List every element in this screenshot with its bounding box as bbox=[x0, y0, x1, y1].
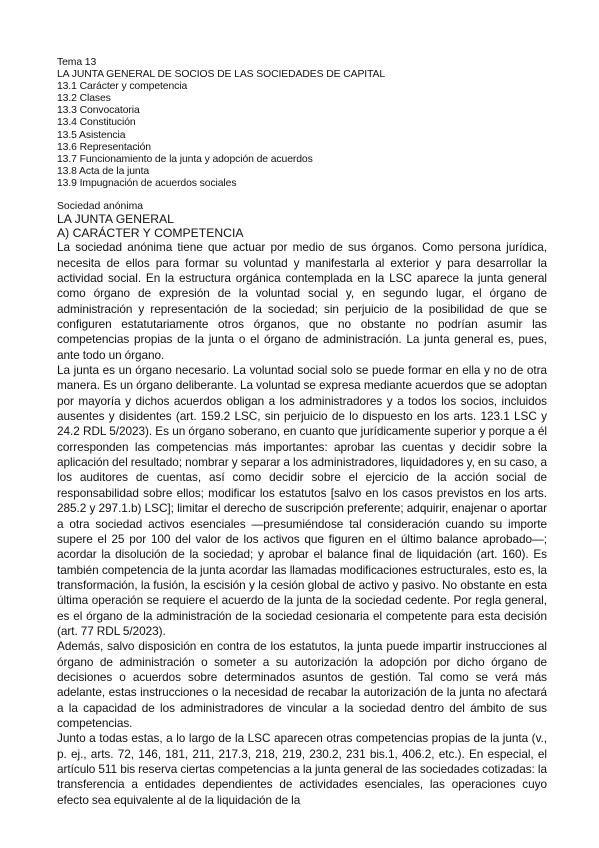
section-title: LA JUNTA GENERAL bbox=[57, 212, 174, 227]
toc-topic-number: Tema 13 bbox=[57, 57, 97, 68]
paragraph: Además, salvo disposición en contra de los estatutos, la junta puede impartir instrucciones al órgano de administración o someter a su autorización la adopción por dicho órgano de decisiones o acuerdos sobre determinados asuntos de gestión. Tal como se verá más adelante, estas instrucciones o la necesidad de recabar la autorización de la junta no afectará a la capacidad de los administradores de vincular a la sociedad dentro del ámbito de sus competencias. bbox=[57, 639, 547, 730]
paragraph: La sociedad anónima tiene que actuar por medio de sus órganos. Como persona jurídica, necesita de ellos para formar su voluntad y manifestarla al exterior y para desarrollar la actividad social. En la estructura orgánica contemplada en la LSC aparece la junta general como órgano de expresión de la voluntad social y, en segundo lugar, el órgano de administración y representación de la sociedad; sin perjuicio de la posibilidad de que se configuren estatutariamente otros órganos, que no obstante no podrían asumir las competencias propias de la junta o el órgano de administración. La junta general es, pues, ante todo un órgano. bbox=[57, 240, 547, 362]
section-label: Sociedad anónima bbox=[57, 201, 144, 213]
toc-topic-title: LA JUNTA GENERAL DE SOCIOS DE LAS SOCIEDADES DE CAPITAL bbox=[57, 69, 386, 81]
toc-item: 13.3 Convocatoria bbox=[57, 105, 140, 117]
toc-item: 13.8 Acta de la junta bbox=[57, 165, 150, 177]
toc-item: 13.6 Representación bbox=[57, 141, 151, 153]
toc-item: 13.4 Constitución bbox=[57, 117, 136, 129]
paragraph: Junto a todas estas, a lo largo de la LSC aparecen otras competencias propias de la junta (v., p. ej., arts. 72, 146, 181, 211, 217.3, 218, 219, 230.2, 231 bis.1, 406.2, etc.). En especial, el artículo 511 bis reserva ciertas competencias a la junta general de las sociedades cotizadas: la transferencia a entidades dependientes de actividades esenciales, las operaciones cuyo efecto sea equivalente al de la liquidación de la bbox=[57, 731, 547, 807]
section-subtitle: A) CARÁCTER Y COMPETENCIA bbox=[57, 225, 244, 240]
body-text bbox=[57, 240, 547, 808]
document-page bbox=[57, 57, 547, 808]
paragraph: La junta es un órgano necesario. La voluntad social solo se puede formar en ella y no de otra manera. Es un órgano deliberante. La voluntad se expresa mediante acuerdos que se adoptan por mayoría y dichos acuerdos obligan a los administradores y a todos los socios, incluidos ausentes y disidentes (art. 159.2 LSC, sin perjuicio de lo dispuesto en los arts. 123.1 LSC y 24.2 RDL 5/2023). Es un órgano soberano, en cuanto que jurídicamente superior y porque a él corresponden las competencias más importantes: aprobar las cuentas y decidir sobre la aplicación del resultado; nombrar y separar a los administradores, liquidadores y, en su caso, a los auditores de cuentas, así como decidir sobre el ejercicio de la acción social de responsabilidad sobre ellos; modificar los estatutos [salvo en los casos previstos en los arts. 285.2 y 297.1.b) LSC]; limitar el derecho de suscripción preferente; adquirir, enajenar o aportar a otra sociedad activos esenciales —presumiéndose tal consideración cuando su importe supere el 25 por 100 del valor de los activos que figuren en el último balance aprobado—; acordar la disolución de la sociedad; y aprobar el balance final de liquidación (art. 160). Es también competencia de la junta acordar las llamadas modificaciones estructurales, esto es, la transformación, la fusión, la escisión y la cesión global de activo y pasivo. No obstante en esta última operación se requiere el acuerdo de la junta de la sociedad cedente. Por regla general, es el órgano de la administración de la sociedad cesionaria el competente para esta decisión (art. 77 RDL 5/2023). bbox=[57, 363, 547, 638]
toc-item: 13.9 Impugnación de acuerdos sociales bbox=[57, 177, 237, 189]
table-of-contents bbox=[57, 57, 547, 190]
toc-item: 13.1 Carácter y competencia bbox=[57, 81, 188, 93]
toc-item: 13.5 Asistencia bbox=[57, 129, 126, 141]
toc-item: 13.7 Funcionamiento de la junta y adopción de acuerdos bbox=[57, 153, 313, 165]
toc-item: 13.2 Clases bbox=[57, 93, 111, 105]
